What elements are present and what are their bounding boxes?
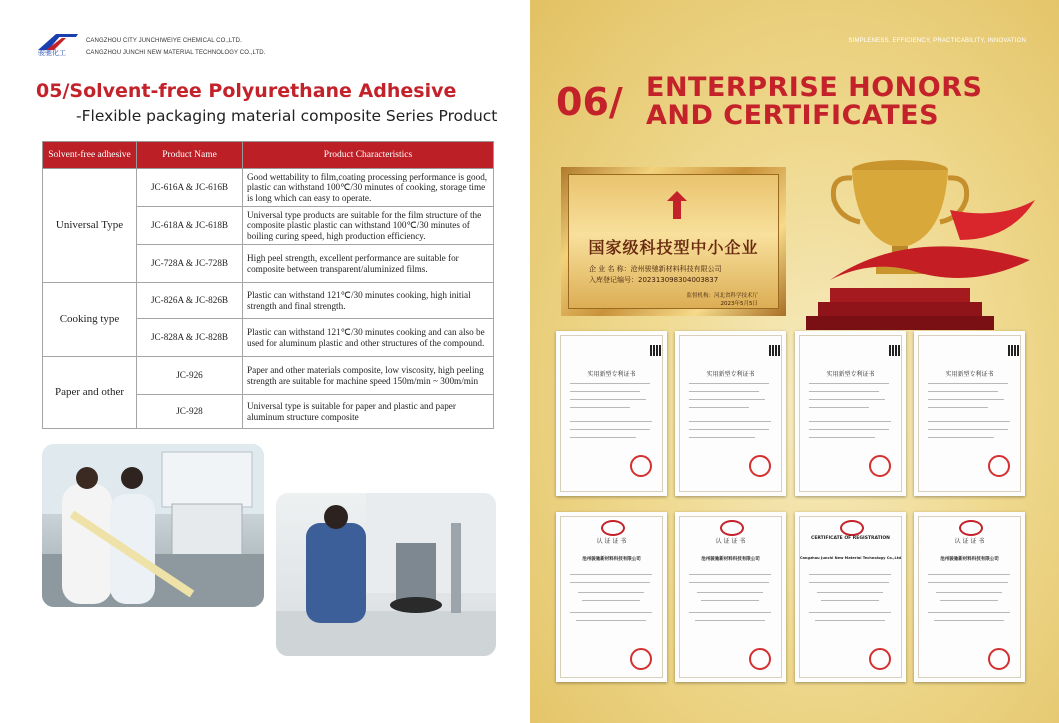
table-header-characteristics: Product Characteristics bbox=[243, 142, 494, 169]
iqnet-logo-icon bbox=[720, 520, 744, 536]
product-desc-cell: Universal type is suitable for paper and plastic and paper aluminum structure composite bbox=[243, 395, 494, 429]
system-certificate bbox=[914, 512, 1025, 682]
honors-title-line2: AND CERTIFICATES bbox=[646, 100, 940, 131]
product-name-cell: JC-828A & JC-828B bbox=[137, 319, 243, 357]
product-name-cell: JC-618A & JC-618B bbox=[137, 207, 243, 245]
category-cell: Universal Type bbox=[43, 169, 137, 283]
system-cert-title: 认 证 证 书 bbox=[715, 538, 746, 545]
company-name-line2: CANGZHOU JUNCHI NEW MATERIAL TECHNOLOGY CO.,LTD. bbox=[86, 50, 266, 56]
honors-title-line1: ENTERPRISE HONORS bbox=[646, 72, 983, 103]
red-seal-icon bbox=[988, 648, 1010, 670]
section-subtitle: -Flexible packaging material composite Series Product bbox=[76, 107, 498, 125]
product-name-cell: JC-728A & JC-728B bbox=[137, 245, 243, 283]
patent-certificate bbox=[795, 331, 906, 496]
product-table bbox=[42, 141, 494, 429]
plaque-title: 国家级科技型中小企业 bbox=[588, 238, 759, 257]
table-row bbox=[43, 169, 494, 207]
product-desc-cell: Good wettability to film,coating processing performance is good, plastic can withstand 100℃/30 minutes of cooking, storage time is long which can easy to operate. bbox=[243, 169, 494, 207]
category-cell: Cooking type bbox=[43, 283, 137, 357]
table-row bbox=[43, 283, 494, 319]
cert-company: 沧州骏驰新材料科技有限公司 bbox=[701, 557, 760, 562]
system-cert-title: 认 证 证 书 bbox=[954, 538, 985, 545]
trophy-icon bbox=[790, 130, 1040, 330]
system-certificate bbox=[556, 512, 667, 682]
product-name-cell: JC-928 bbox=[137, 395, 243, 429]
patent-cert-title: 实用新型专利证书 bbox=[706, 371, 755, 378]
patent-certificate bbox=[556, 331, 667, 496]
registration-certificate bbox=[795, 512, 906, 682]
product-name-cell: JC-926 bbox=[137, 357, 243, 395]
company-name-line1: CANGZHOU CITY JUNCHIWEIYE CHEMICAL CO.,LTD. bbox=[86, 38, 242, 44]
product-desc-cell: Universal type products are suitable for the film structure of the composite plastic plastic can withstand 100℃/30 minutes of boiling curing speed, high production efficiency. bbox=[243, 207, 494, 245]
red-seal-icon bbox=[630, 455, 652, 477]
tagline: SIMPLENESS, EFFICIENCY, PRACTICABILITY, INNOVATION bbox=[848, 38, 1026, 44]
patent-cert-title: 实用新型专利证书 bbox=[826, 371, 875, 378]
product-name-cell: JC-826A & JC-826B bbox=[137, 283, 243, 319]
table-header-category: Solvent-free adhesive bbox=[43, 142, 137, 169]
plaque-issuer: 监督机构：河北省科学技术厅 bbox=[686, 293, 758, 299]
table-header-name: Product Name bbox=[137, 142, 243, 169]
plaque-company: 企 业 名 称：沧州骏驰新材料科技有限公司 bbox=[589, 265, 722, 273]
product-desc-cell: Plastic can withstand 121℃/30 minutes cooking, high initial strength and final strength. bbox=[243, 283, 494, 319]
cert-company: 沧州骏驰新材料科技有限公司 bbox=[582, 557, 641, 562]
product-desc-cell: High peel strength, excellent performance are suitable for composite between transparent/aluminized films. bbox=[243, 245, 494, 283]
red-seal-icon bbox=[749, 455, 771, 477]
qr-code-icon bbox=[1008, 345, 1019, 356]
plaque-date: 2023年5月5日 bbox=[720, 301, 758, 307]
iqnet-logo-icon bbox=[840, 520, 864, 536]
product-desc-cell: Paper and other materials composite, low viscosity, high peeling strength are suitable for machine speed 150m/min ~ 300m/min bbox=[243, 357, 494, 395]
product-desc-cell: Plastic can withstand 121℃/30 minutes cooking and can also be used for aluminum plastic and other structures of the compound. bbox=[243, 319, 494, 357]
system-certificate bbox=[675, 512, 786, 682]
table-row bbox=[43, 357, 494, 395]
red-seal-icon bbox=[869, 648, 891, 670]
patent-certificate bbox=[914, 331, 1025, 496]
red-seal-icon bbox=[869, 455, 891, 477]
iqnet-logo-icon bbox=[601, 520, 625, 536]
patent-cert-title: 实用新型专利证书 bbox=[587, 371, 636, 378]
qr-code-icon bbox=[769, 345, 780, 356]
patent-cert-title: 实用新型专利证书 bbox=[945, 371, 994, 378]
registration-cert-title: CERTIFICATE OF REGISTRATION bbox=[811, 536, 890, 541]
patent-certificate bbox=[675, 331, 786, 496]
honor-plaque bbox=[561, 167, 786, 316]
lab-photo-2 bbox=[276, 493, 496, 656]
product-name-cell: JC-616A & JC-616B bbox=[137, 169, 243, 207]
plaque-reg-number: 入库登记编号：202313098304003837 bbox=[589, 276, 719, 284]
system-cert-title: 认 证 证 书 bbox=[596, 538, 627, 545]
cert-company: 沧州骏驰新材料科技有限公司 bbox=[940, 557, 999, 562]
red-seal-icon bbox=[988, 455, 1010, 477]
logo-text: 骏驰化工 bbox=[38, 49, 66, 57]
emblem-icon bbox=[665, 189, 689, 221]
section-title: 05/Solvent-free Polyurethane Adhesive bbox=[36, 80, 457, 102]
red-seal-icon bbox=[630, 648, 652, 670]
qr-code-icon bbox=[889, 345, 900, 356]
red-seal-icon bbox=[749, 648, 771, 670]
category-cell: Paper and other bbox=[43, 357, 137, 429]
iqnet-logo-icon bbox=[959, 520, 983, 536]
table-header-row bbox=[43, 142, 494, 169]
registration-company: Cangzhou Junchi New Material Technology Co.,Ltd bbox=[799, 556, 902, 560]
lab-photo-1 bbox=[42, 444, 264, 607]
qr-code-icon bbox=[650, 345, 661, 356]
section-number: 06/ bbox=[556, 80, 623, 124]
